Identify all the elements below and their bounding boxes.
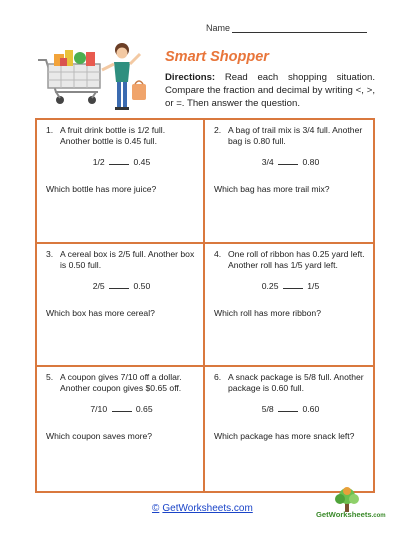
- link-text: GetWorksheets.com: [162, 503, 253, 514]
- problem-question: Which roll has more ribbon?: [214, 307, 321, 318]
- problem-card: [205, 244, 373, 368]
- problem-question: Which box has more cereal?: [46, 307, 155, 318]
- answer-blank[interactable]: [278, 405, 298, 412]
- comparison-right: 0.80: [302, 157, 320, 167]
- name-label: Name: [206, 23, 231, 33]
- answer-blank[interactable]: [278, 158, 298, 165]
- problem-question: Which bottle has more juice?: [46, 184, 157, 194]
- tree-logo-icon: [316, 484, 378, 528]
- directions-label: Directions:: [165, 72, 216, 83]
- comparison: [214, 404, 367, 415]
- comparison-left: 1/2: [92, 157, 105, 167]
- problem-number: 4.: [214, 248, 222, 259]
- problem-card: [37, 367, 205, 491]
- comparison: [214, 281, 367, 292]
- comparison-left: 2/5: [92, 280, 105, 291]
- comparison: [46, 404, 197, 415]
- problem-number: 3.: [46, 248, 54, 259]
- problem-number: 2.: [214, 125, 222, 135]
- problem-text: A coupon gives 7/10 off a dollar. Another coupon gives $0.65 off.: [60, 372, 182, 394]
- answer-blank[interactable]: [109, 282, 129, 289]
- name-field[interactable]: [206, 23, 367, 33]
- problem-question: Which coupon saves more?: [46, 431, 153, 442]
- comparison-left: 0.25: [261, 280, 279, 291]
- copyright-symbol: ©: [152, 503, 160, 514]
- comparison-right: 1/5: [307, 280, 320, 291]
- logo-wordmark: [316, 510, 386, 519]
- comparison: [214, 157, 367, 168]
- girl-figure: [102, 43, 146, 110]
- answer-blank[interactable]: [283, 282, 303, 289]
- comparison-left: 5/8: [261, 404, 274, 415]
- comparison: [46, 157, 197, 168]
- logo-name: GetWorksheets: [316, 510, 372, 519]
- problem-card: [205, 120, 373, 244]
- problem-text: A cereal box is 2/5 full. Another box is 0.50 full.: [60, 248, 195, 270]
- directions-text: [165, 71, 375, 111]
- comparison-left: 3/4: [261, 157, 274, 167]
- comparison-right: 0.50: [133, 280, 151, 291]
- getworksheets-link[interactable]: [152, 503, 253, 514]
- problem-number: 6.: [214, 372, 222, 383]
- problem-card: [205, 367, 373, 491]
- problem-text: One roll of ribbon has 0.25 yard left. Another roll has 1/5 yard left.: [228, 248, 365, 270]
- worksheet-title: Smart Shopper: [165, 49, 269, 65]
- directions-body: Read each shopping situation. Compare the fraction and decimal by writing <, >, or =. Then answer the question.: [165, 72, 375, 110]
- name-blank-line[interactable]: [232, 25, 367, 33]
- problem-card: [37, 244, 205, 368]
- comparison-right: 0.60: [302, 404, 320, 415]
- logo-suffix: .com: [371, 513, 386, 519]
- shopper-with-cart-illustration: [36, 40, 161, 115]
- problem-question: Which package has more snack left?: [214, 431, 355, 442]
- problem-text: A fruit drink bottle is 1/2 full. Another bottle is 0.45 full.: [60, 125, 166, 146]
- answer-blank[interactable]: [109, 158, 129, 165]
- problem-question: Which bag has more trail mix?: [214, 184, 330, 194]
- problem-number: 5.: [46, 372, 54, 383]
- answer-blank[interactable]: [112, 405, 132, 412]
- comparison: [46, 281, 197, 292]
- comparison-right: 0.45: [133, 157, 151, 167]
- problem-text: A bag of trail mix is 3/4 full. Another bag is 0.80 full.: [228, 125, 363, 146]
- shopping-cart-icon: [38, 50, 100, 104]
- problems-grid: [35, 118, 375, 493]
- problem-card: [37, 120, 205, 244]
- problem-number: 1.: [46, 125, 54, 135]
- comparison-left: 7/10: [90, 404, 108, 415]
- comparison-right: 0.65: [135, 404, 153, 415]
- problem-text: A snack package is 5/8 full. Another package is 0.60 full.: [228, 372, 364, 394]
